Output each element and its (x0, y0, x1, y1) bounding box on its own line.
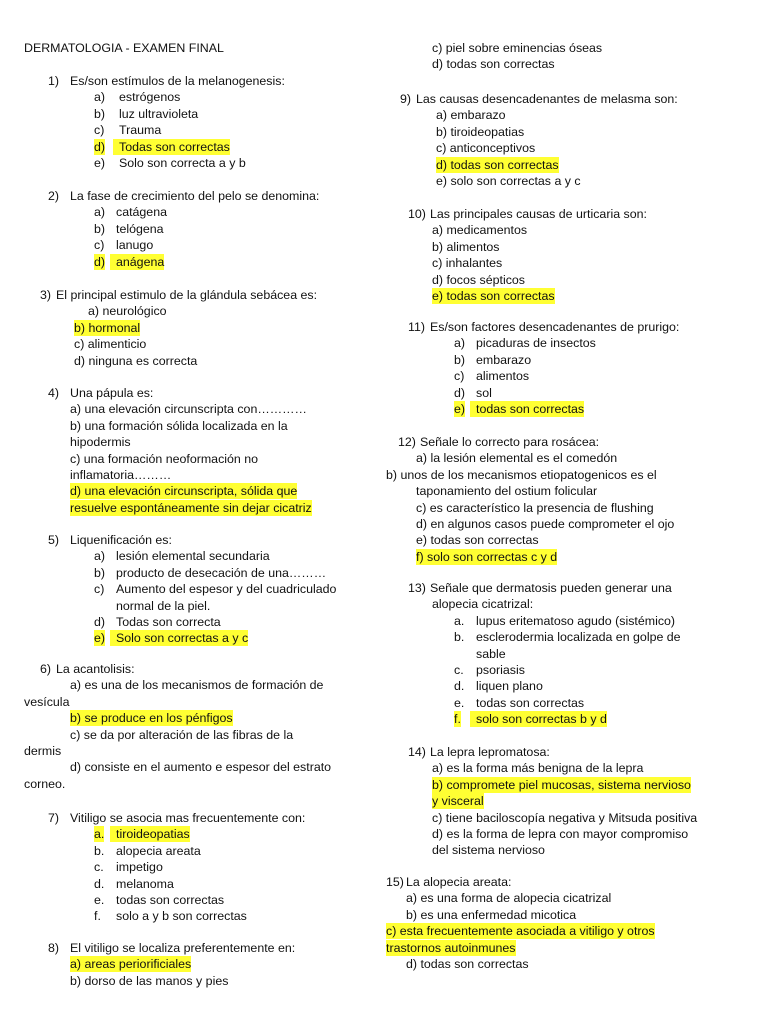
option-text: lanugo (116, 238, 154, 253)
answer-line: a) la lesión elemental es el comedón (416, 451, 618, 466)
question-text: La fase de crecimiento del pelo se denomina: (70, 189, 320, 203)
option-marker: d. (94, 876, 105, 891)
option-marker: e) (454, 402, 466, 416)
answer-line: e) solo son correctas a y c (436, 174, 581, 188)
answer-line: c) piel sobre eminencias óseas (432, 41, 603, 55)
question-number: 12) (398, 435, 416, 449)
question-text: La alopecia areata: (406, 875, 512, 889)
answer-line: b) es una enfermedad micotica (406, 907, 577, 922)
option-text: producto de desecación de una……… (116, 565, 327, 580)
answer-line: d) focos sépticos (432, 272, 525, 287)
answer-line: dermis (24, 744, 62, 758)
answer-line: b) dorso de las manos y pies (70, 973, 229, 988)
option-marker: a) (94, 90, 106, 105)
option-text: Trauma (119, 123, 162, 138)
answer-line: a) embarazo (436, 108, 506, 123)
answer-line: d) una elevación circunscripta, sólida que (70, 484, 298, 499)
option-marker: c) (74, 337, 85, 352)
answer-line: c) una formación neoformación no (70, 451, 259, 466)
question-text: Señale lo correcto para rosácea: (420, 435, 600, 449)
option-marker: a) (94, 205, 106, 220)
answer-line: hipodermis (70, 435, 131, 450)
option-text: sable (476, 646, 506, 661)
option-text: alimentos (476, 369, 530, 384)
question-number: 10) (408, 207, 426, 221)
option-marker: b) (454, 352, 466, 367)
answer-option (74, 320, 140, 336)
option-marker: a) (94, 549, 106, 564)
question-text: Las principales causas de urticaria son: (430, 207, 647, 221)
option-marker: b) (94, 106, 106, 121)
answer-line: d) todas son correctas (432, 57, 555, 72)
answer-line: d) es la forma de lepra con mayor compromiso (432, 827, 689, 841)
option-marker: a) (454, 336, 466, 351)
question-number: 3) (40, 288, 52, 302)
option-marker: d) (454, 385, 466, 400)
option-marker: b. (94, 843, 105, 858)
option-text: impetigo (116, 860, 163, 875)
option-text: neurológico (99, 304, 167, 319)
answer-line: d) todas son correctas (406, 957, 529, 971)
answer-line: d) consiste en el aumento e espesor del estrato (70, 760, 332, 775)
option-text: catágena (116, 205, 167, 220)
option-text: hormonal (85, 320, 141, 335)
option-marker: d) (94, 139, 106, 154)
answer-line: inflamatoria……… (70, 468, 172, 482)
answer-line: a) es la forma más benigna de la lepra (432, 761, 644, 776)
question-text: El principal estimulo de la glándula sebácea es: (56, 288, 318, 302)
question-number: 6) (40, 662, 52, 676)
option-text: todas son correctas (116, 893, 225, 907)
answer-line: c) inhalantes (432, 256, 503, 271)
answer-line: b) se produce en los pénfigos (70, 711, 233, 726)
option-text: telógena (116, 221, 164, 236)
option-text: Todas son correcta (116, 615, 221, 629)
option-marker: c. (94, 860, 104, 875)
question-text-continued: alopecia cicatrizal: (432, 597, 534, 612)
option-text: Solo son correcta a y b (119, 156, 246, 170)
option-marker: b. (454, 630, 465, 645)
option-marker: c) (94, 582, 105, 597)
question-number: 1) (48, 74, 60, 88)
option-marker: b) (94, 221, 106, 236)
option-text: estrógenos (119, 90, 181, 105)
answer-option (74, 353, 197, 369)
option-marker: b) (74, 320, 86, 335)
option-text: todas son correctas (470, 401, 584, 417)
answer-line: b) tiroideopatias (436, 124, 525, 139)
question-text: Liquenificación es: (70, 533, 172, 547)
answer-line: a) es una de los mecanismos de formación de (70, 678, 324, 693)
option-marker: e) (94, 631, 106, 646)
answer-line: b) alimentos (432, 239, 500, 254)
answer-line: del sistema nervioso (432, 843, 545, 858)
question-text: Vitiligo se asocia mas frecuentemente con: (70, 811, 306, 825)
question-number: 13) (408, 581, 426, 595)
option-text: picaduras de insectos (476, 336, 596, 351)
answer-line: a) una elevación circunscripta con………… (70, 402, 307, 417)
answer-line: e) todas son correctas (432, 289, 555, 303)
question-text: Es/son estímulos de la melanogenesis: (70, 74, 285, 88)
option-text: sol (476, 385, 492, 400)
option-text: solo son correctas b y d (470, 711, 607, 727)
option-marker: e) (94, 156, 106, 170)
question-number: 9) (400, 92, 412, 106)
answer-line: b) una formación sólida localizada en la (70, 418, 288, 433)
answer-line: a) medicamentos (432, 223, 528, 238)
option-marker: a. (94, 827, 105, 842)
option-marker: c) (94, 238, 105, 253)
option-text: liquen plano (476, 679, 543, 694)
option-marker: f. (454, 712, 461, 727)
option-marker: c) (454, 369, 465, 384)
answer-line: e) todas son correctas (416, 533, 539, 548)
option-text: luz ultravioleta (119, 106, 199, 121)
option-marker: e. (94, 893, 105, 907)
answer-line: d) en algunos casos puede comprometer el ojo (416, 517, 675, 531)
option-text: psoriasis (476, 663, 525, 677)
question-text: La lepra lepromatosa: (430, 745, 550, 759)
question-text: Es/son factores desencadenantes de prurigo: (430, 320, 680, 334)
answer-line: resuelve espontáneamente sin dejar cicatriz (70, 500, 312, 515)
answer-line: c) anticonceptivos (436, 141, 536, 156)
question-number: 8) (48, 941, 60, 955)
question-number: 14) (408, 745, 426, 759)
question-text: La acantolisis: (56, 662, 135, 676)
answer-line: b) compromete piel mucosas, sistema nervioso (432, 777, 691, 792)
option-text: normal de la piel. (116, 598, 211, 613)
option-text: Todas son correctas (113, 139, 230, 155)
answer-line: y visceral (432, 794, 484, 809)
option-marker: c. (454, 663, 464, 677)
option-text: Solo son correctas a y c (110, 630, 248, 646)
option-marker: b) (94, 565, 106, 580)
answer-line: a) es una forma de alopecia cicatrizal (406, 891, 612, 906)
option-marker: e. (454, 695, 465, 710)
page-title: DERMATOLOGIA - EXAMEN FINAL (24, 41, 224, 55)
option-marker: c) (94, 123, 105, 138)
option-text: embarazo (476, 352, 532, 367)
option-text: lesión elemental secundaria (116, 549, 270, 564)
question-text: Señale que dermatosis pueden generar una (430, 581, 672, 595)
answer-line: c) se da por alteración de las fibras de la (70, 727, 294, 742)
answer-line: taponamiento del ostium folicular (416, 484, 598, 499)
answer-line: corneo. (24, 776, 66, 791)
option-text: tiroideopatias (110, 826, 190, 842)
question-number: 4) (48, 386, 60, 400)
question-text: El vitiligo se localiza preferentemente en: (70, 941, 296, 955)
answer-line: trastornos autoinmunes (386, 940, 516, 955)
option-marker: d) (74, 353, 86, 368)
answer-line: b) unos de los mecanismos etiopatogenicos es el (386, 467, 657, 482)
option-text: alimenticio (84, 337, 147, 352)
option-marker: d. (454, 679, 465, 694)
answer-line: c) tiene baciloscopía negativa y Mitsuda positiva (432, 810, 698, 825)
question-text: Las causas desencadenantes de melasma son: (416, 92, 678, 106)
option-marker: f. (94, 909, 101, 924)
option-text: esclerodermia localizada en golpe de (476, 630, 681, 645)
option-text: melanoma (116, 876, 174, 891)
option-text: Aumento del espesor y del cuadriculado (116, 582, 337, 597)
option-text: alopecia areata (116, 843, 201, 858)
option-marker: d) (94, 254, 106, 269)
answer-option (74, 336, 146, 352)
question-number: 7) (48, 811, 60, 825)
question-text: Una pápula es: (70, 386, 154, 400)
option-text: todas son correctas (476, 695, 585, 710)
answer-line: vesícula (24, 694, 70, 709)
answer-line: a) areas periorificiales (70, 957, 192, 972)
question-number: 2) (48, 189, 60, 203)
question-number: 11) (408, 320, 425, 334)
answer-line: c) esta frecuentemente asociada a vitiligo y otros (386, 924, 655, 939)
question-number: 5) (48, 533, 60, 547)
question-number: 15) (386, 875, 404, 889)
option-marker: d) (94, 615, 106, 629)
answer-option (88, 303, 167, 319)
option-text: solo a y b son correctas (116, 909, 247, 924)
option-text: lupus eritematoso agudo (sistémico) (476, 613, 676, 628)
answer-line: c) es característico la presencia de flushing (416, 500, 654, 515)
option-marker: a) (88, 304, 100, 319)
option-text: ninguna es correcta (85, 353, 198, 368)
option-text: anágena (110, 254, 164, 270)
answer-line: d) todas son correctas (436, 157, 559, 172)
answer-line: f) solo son correctas c y d (416, 549, 558, 564)
option-marker: a. (454, 613, 465, 628)
